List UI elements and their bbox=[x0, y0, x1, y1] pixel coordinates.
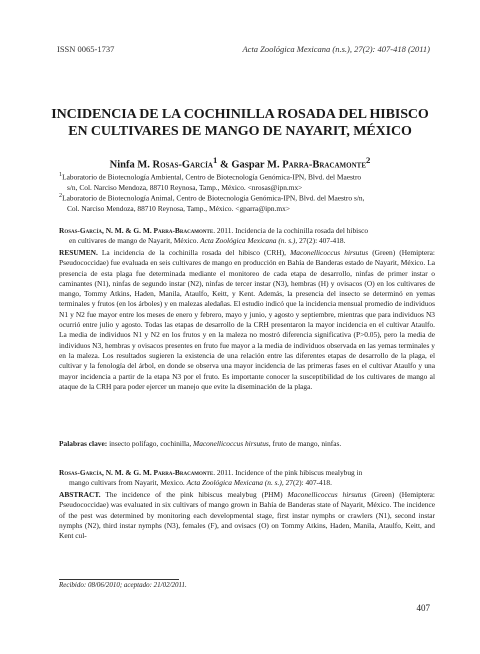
resumen-species: Maconellicoccus hirsutus bbox=[290, 248, 369, 257]
affiliation-1 bbox=[59, 170, 439, 193]
en-cite-rest-1: . 2011. Incidence of the pink hibiscus mealybug in bbox=[213, 468, 363, 477]
en-cite-pages: 27(2): 407-418. bbox=[283, 478, 332, 488]
es-cite-pages: 27(2): 407-418. bbox=[297, 236, 346, 246]
affiliation-2-line-2: Col. Narciso Mendoza, 88710 Reynosa, Tamp., México. <gparra@ipn.mx> bbox=[67, 203, 291, 213]
author-2-last: Parra-Bracamonte bbox=[282, 159, 367, 171]
author-amp: & bbox=[217, 159, 232, 171]
issn: ISSN 0065-1737 bbox=[57, 44, 115, 54]
page-number: 407 bbox=[416, 603, 430, 613]
affiliation-1-line-1: Laboratorio de Biotecnología Ambiental, Centro de Biotecnología Genómica-IPN, Blvd. del Maestro bbox=[62, 172, 362, 182]
author-1-first: Ninfa M. bbox=[109, 159, 153, 171]
journal-header: Acta Zoológica Mexicana (n.s.), 27(2): 407-418 (2011) bbox=[242, 44, 430, 54]
resumen-text-a: La incidencia de la cochinilla rosada del hibisco (CRH), bbox=[97, 248, 291, 257]
affiliation-1-sup: 1 bbox=[59, 172, 63, 178]
keywords-label: Palabras clave: bbox=[59, 439, 108, 448]
es-cite-rest-2: en cultivares de mango de Nayarit, México. bbox=[69, 236, 201, 246]
keywords-species: Maconellicoccus hirsutus bbox=[193, 439, 269, 448]
keywords bbox=[59, 439, 435, 449]
author-2-sup: 2 bbox=[366, 155, 371, 165]
article-title bbox=[40, 106, 440, 140]
abstract-text-a: The incidence of the pink hibiscus mealybug (PHM) bbox=[100, 490, 288, 499]
en-cite-rest-2: mango cultivars from Nayarit, Mexico. bbox=[69, 478, 187, 488]
english-citation bbox=[59, 468, 435, 489]
en-cite-journal: Acta Zoológica Mexicana (n. s.), bbox=[186, 478, 284, 488]
resumen-text-b: (Green) (Hemiptera: Pseudococcidae) fue evaluada en seis cultivares de mango en producción en Bahía de Banderas estado de Nayarit, México. La presencia de esta plaga fue determinada mediante el monitoreo de cada etapa de desarrollo, ninfas de primer instar o caminantes (N1), ninfas de segundo instar (N2), ninfas de tercer instar (N3), hembras (H) y ovisacos (O) en los cultivares de mango, Tommy Atkins, Haden, Manila, Ataulfo, Keitt, y Kent. Además, la presencia del insecto se determinó en yemas terminales y frutos (en los árboles) y en malezas aledañas. El estudio indicó que la incidencia mensual promedio de individuos N1 y N2 fue mayor entre los meses de enero y febrero, mayo y junio, y agosto y septiembre, mientras que para individuos N3 ocurrió entre julio y agosto. Todas las etapas de desarrollo de la CRH presentaron la mayor incidencia en el cultivar Ataulfo. La media de individuos N1 y N2 en los frutos y en la maleza no mostró diferencia significativa (P>0.05), pero la media de individuos N3, hembras y ovisacos presentes en fruto fue mayor a la media de individuos observada en las yemas terminales y en la maleza. Los resultados sugieren la existencia de una relación entre las diferentes etapas de desarrollo de la plaga, el cultivar y la fenología del árbol, en donde se observa una mayor incidencia de las primeras fases en el cultivar Ataulfo y una mayor incidencia a partir de la etapa N3 por el fruto. Es importante conocer la susceptibilidad de los cultivares de mango al ataque de la CRH para poder ejercer un manejo que evite la diseminación de la plaga. bbox=[59, 248, 435, 391]
abstract-paragraph bbox=[59, 490, 435, 541]
affiliation-2-sup: 2 bbox=[59, 193, 63, 199]
resumen-label: RESUMEN. bbox=[59, 248, 98, 257]
received-date: Recibido: 08/06/2010; aceptado: 21/02/2011. bbox=[59, 581, 187, 589]
footnote-rule bbox=[59, 579, 179, 580]
title-line-1: INCIDENCIA DE LA COCHINILLA ROSADA DEL HIBISCO bbox=[51, 107, 429, 122]
keywords-b: , fruto de mango, ninfas. bbox=[268, 439, 342, 448]
affiliation-1-line-2: s/n, Col. Narciso Mendoza, 88710 Reynosa, Tamp., México. <nrosas@ipn.mx> bbox=[67, 182, 303, 192]
title-line-2: EN CULTIVARES DE MANGO DE NAYARIT, MÉXICO bbox=[68, 124, 412, 139]
keywords-a: insecto polífago, cochinilla, bbox=[107, 439, 194, 448]
author-1-sup: 1 bbox=[212, 155, 218, 165]
en-cite-authors: Rosas-García, N. M. & G. M. Parra-Bracamonte bbox=[59, 468, 214, 477]
abstract-label: ABSTRACT. bbox=[59, 490, 101, 499]
spanish-citation bbox=[59, 226, 435, 247]
author-2-first: Gaspar M. bbox=[231, 159, 283, 171]
authors bbox=[40, 155, 440, 171]
es-cite-rest-1: . 2011. Incidencia de la cochinilla rosada del hibisco bbox=[213, 226, 369, 235]
affiliation-2 bbox=[59, 191, 439, 214]
affiliation-2-line-1: Laboratorio de Biotecnología Animal, Centro de Biotecnología Genómica-IPN, Blvd. del Maestro s/n, bbox=[62, 193, 365, 203]
author-1-last: Rosas-García bbox=[152, 159, 213, 171]
resumen-paragraph bbox=[59, 248, 435, 392]
es-cite-journal: Acta Zoológica Mexicana (n. s.), bbox=[200, 236, 298, 246]
abstract-species: Maconellicoccus hirsutus bbox=[287, 490, 367, 499]
es-cite-authors: Rosas-García, N. M. & G. M. Parra-Bracamonte bbox=[59, 226, 214, 235]
abstract-text-b: (Green) (Hemiptera: Pseudococcidae) was evaluated in six cultivars of mango grown in Bahía de Banderas state of Nayarit, México. The incidence of the pest was determined by monitoring each developmental stage, first instar nymphs or crawlers (N1), second instar nymphs (N2), third instar nymphs (N3), females (F), and ovisacs (O) on Tommy Atkins, Haden, Manila, Ataulfo, Keitt, and Kent cul- bbox=[59, 490, 435, 541]
